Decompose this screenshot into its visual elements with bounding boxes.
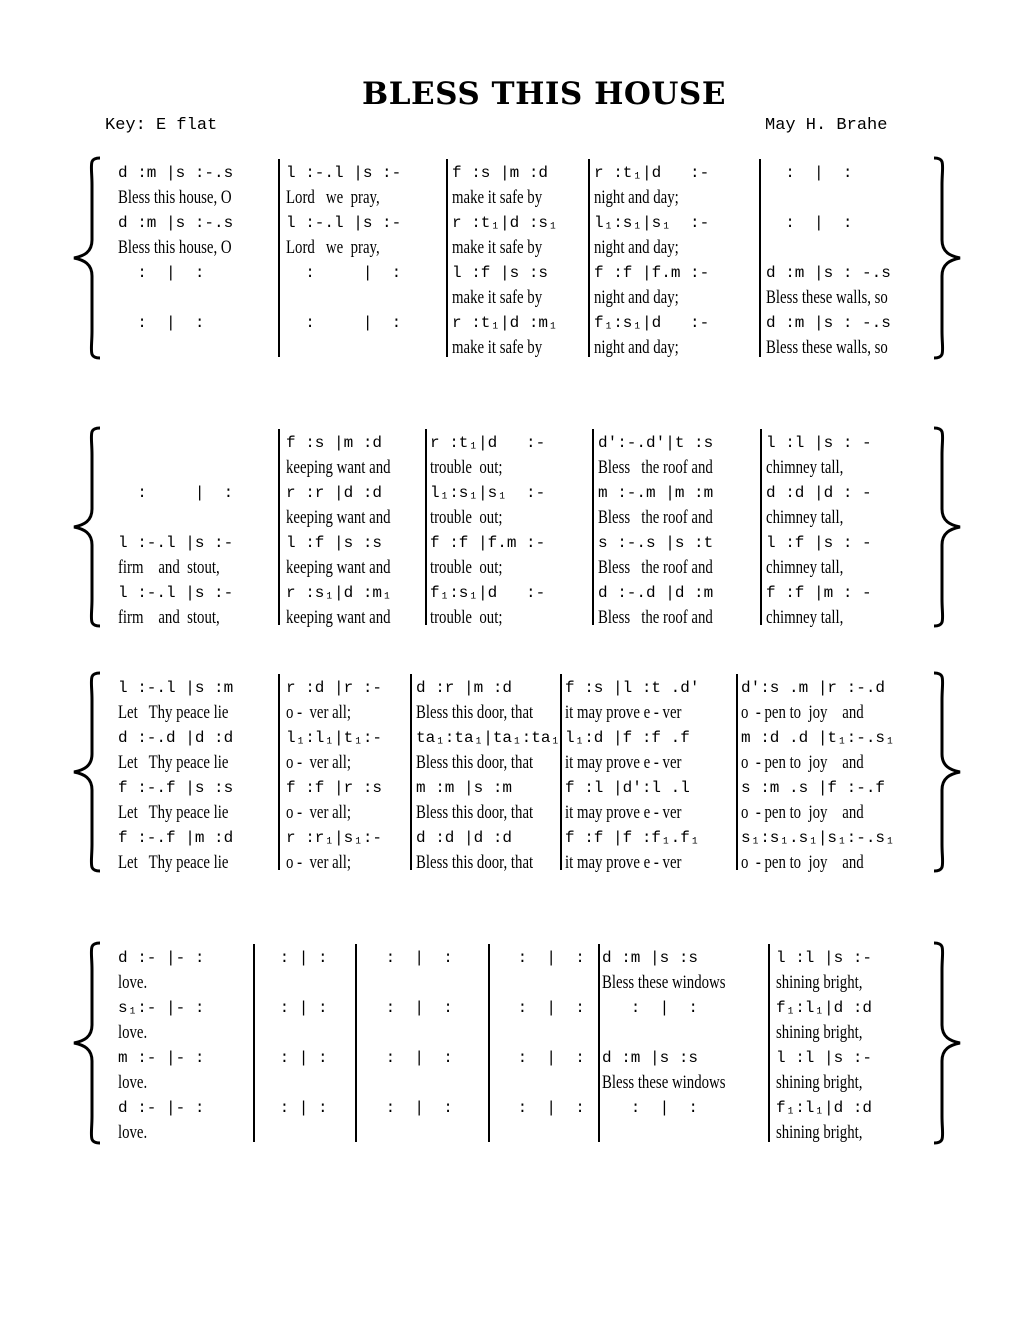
bar-line <box>488 944 490 1142</box>
solfa-cell: d :-.d |d :m <box>598 584 714 602</box>
solfa-cell: l :f |s :s <box>286 534 383 552</box>
solfa-cell: l :-.l |s :- <box>118 584 234 602</box>
solfa-cell: d':-.d'|t :s <box>598 434 714 452</box>
lyric-cell: Let Thy peace lie <box>118 702 229 723</box>
solfa-cell: d :- |- : <box>118 949 205 967</box>
lyric-cell: shining bright, <box>776 1122 863 1143</box>
solfa-cell: r :t₁|d :- <box>594 164 710 182</box>
solfa-cell: s :-.s |s :t <box>598 534 714 552</box>
solfa-cell: : | : <box>602 999 699 1017</box>
solfa-cell: f₁:s₁|d :- <box>430 584 546 602</box>
lyric-cell: love. <box>118 1072 148 1093</box>
lyric-cell: keeping want and <box>286 457 391 478</box>
lyric-cell: night and day; <box>594 187 679 208</box>
bar-line <box>768 944 770 1142</box>
lyric-cell: trouble out; <box>430 607 503 628</box>
solfa-cell: f :f |r :s <box>286 779 383 797</box>
lyric-cell: make it safe by <box>452 287 543 308</box>
solfa-cell: : | : <box>508 1049 585 1067</box>
bar-line <box>278 674 280 870</box>
lyric-cell: o - pen to joy and <box>741 802 864 823</box>
lyric-cell: o - ver all; <box>286 752 352 773</box>
score-system <box>72 670 962 874</box>
lyric-cell: Bless this door, that <box>416 852 534 873</box>
solfa-cell: : | : <box>270 999 328 1017</box>
solfa-cell: d :d |d : - <box>766 484 872 502</box>
solfa-cell: d :m |s :-.s <box>118 214 234 232</box>
solfa-cell: l :-.l |s :- <box>118 534 234 552</box>
solfa-cell: f :-.f |s :s <box>118 779 234 797</box>
lyric-cell: firm and stout, <box>118 607 220 628</box>
solfa-cell: : | : <box>118 484 234 502</box>
solfa-cell: f :s |m :d <box>286 434 383 452</box>
solfa-cell: d :d |d :d <box>416 829 513 847</box>
right-brace-icon <box>932 940 962 1151</box>
solfa-cell: : | : <box>118 264 205 282</box>
lyric-cell: Bless this house, O <box>118 187 232 208</box>
solfa-cell: d :m |s :-.s <box>118 164 234 182</box>
lyric-cell: chimney tall, <box>766 607 844 628</box>
lyric-cell: Lord we pray, <box>286 187 380 208</box>
lyric-cell: trouble out; <box>430 507 503 528</box>
key-signature: Key: E flat <box>105 116 218 135</box>
lyric-cell: make it safe by <box>452 237 543 258</box>
bar-line <box>560 674 562 870</box>
solfa-cell: m :- |- : <box>118 1049 205 1067</box>
lyric-cell: Bless this door, that <box>416 752 534 773</box>
solfa-cell: r :t₁|d :m₁ <box>452 314 558 332</box>
solfa-cell: l :l |s : - <box>766 434 872 452</box>
right-brace-icon <box>932 155 962 366</box>
lyric-cell: keeping want and <box>286 507 391 528</box>
song-title: BLESS THIS HOUSE <box>362 76 726 112</box>
solfa-cell: : | : <box>508 949 585 967</box>
solfa-cell: r :s₁|d :m₁ <box>286 584 392 602</box>
solfa-cell: m :m |s :m <box>416 779 513 797</box>
lyric-cell: shining bright, <box>776 972 863 993</box>
lyric-cell: o - ver all; <box>286 702 352 723</box>
lyric-cell: it may prove e - ver <box>565 802 682 823</box>
solfa-cell: r :t₁|d :s₁ <box>452 214 558 232</box>
lyric-cell: Bless the roof and <box>598 507 713 528</box>
solfa-cell: l :f |s : - <box>766 534 872 552</box>
left-brace-icon <box>72 425 102 634</box>
lyric-cell: make it safe by <box>452 187 543 208</box>
solfa-cell: r :t₁|d :- <box>430 434 546 452</box>
solfa-cell: m :d .d |t₁:-.s₁ <box>741 729 895 747</box>
lyric-cell: Bless these windows <box>602 972 726 993</box>
solfa-cell: m :-.m |m :m <box>598 484 714 502</box>
solfa-cell: r :r |d :d <box>286 484 383 502</box>
bar-line <box>759 159 761 357</box>
solfa-cell: : | : <box>766 214 853 232</box>
solfa-cell: f₁:l₁|d :d <box>776 999 873 1017</box>
lyric-cell: Bless the roof and <box>598 457 713 478</box>
lyric-cell: o - ver all; <box>286 802 352 823</box>
solfa-cell: l₁:s₁|s₁ :- <box>430 484 546 502</box>
lyric-cell: love. <box>118 972 148 993</box>
solfa-cell: : | : <box>602 1099 699 1117</box>
solfa-cell: f :-.f |m :d <box>118 829 234 847</box>
solfa-cell: : | : <box>766 164 853 182</box>
solfa-cell: l₁:l₁|t₁:- <box>286 729 383 747</box>
bar-line <box>253 944 255 1142</box>
bar-line <box>588 159 590 357</box>
lyric-cell: Bless this house, O <box>118 237 232 258</box>
right-brace-icon <box>932 425 962 634</box>
lyric-cell: night and day; <box>594 287 679 308</box>
solfa-cell: f :l |d':l .l <box>565 779 690 797</box>
solfa-cell: l₁:d |f :f .f <box>565 729 690 747</box>
lyric-cell: Bless these windows <box>602 1072 726 1093</box>
solfa-cell: : | : <box>270 949 328 967</box>
solfa-cell: d :m |s : -.s <box>766 314 891 332</box>
lyric-cell: o - pen to joy and <box>741 752 864 773</box>
lyric-cell: night and day; <box>594 237 679 258</box>
solfa-cell: l₁:s₁|s₁ :- <box>594 214 710 232</box>
solfa-cell: d :m |s : -.s <box>766 264 891 282</box>
solfa-cell: l :-.l |s :- <box>286 214 402 232</box>
solfa-cell: f :f |f.m :- <box>430 534 546 552</box>
solfa-cell: d :r |m :d <box>416 679 513 697</box>
solfa-cell: : | : <box>376 949 453 967</box>
solfa-cell: : | : <box>376 1099 453 1117</box>
bar-line <box>278 159 280 357</box>
solfa-cell: : | : <box>508 1099 585 1117</box>
lyric-cell: Let Thy peace lie <box>118 852 229 873</box>
solfa-cell: l :-.l |s :m <box>118 679 234 697</box>
bar-line <box>592 429 594 625</box>
lyric-cell: love. <box>118 1122 148 1143</box>
bar-line <box>355 944 357 1142</box>
lyric-cell: it may prove e - ver <box>565 702 682 723</box>
solfa-cell: l :-.l |s :- <box>286 164 402 182</box>
solfa-cell: f :f |f :f₁.f₁ <box>565 829 700 847</box>
lyric-cell: chimney tall, <box>766 457 844 478</box>
solfa-cell: l :l |s :- <box>776 949 873 967</box>
solfa-cell: : | : <box>376 999 453 1017</box>
solfa-cell: f :f |m : - <box>766 584 872 602</box>
solfa-cell: d :- |- : <box>118 1099 205 1117</box>
lyric-cell: o - ver all; <box>286 852 352 873</box>
solfa-cell: l :l |s :- <box>776 1049 873 1067</box>
solfa-cell: d':s .m |r :-.d <box>741 679 886 697</box>
solfa-cell: : | : <box>286 264 402 282</box>
lyric-cell: Bless this door, that <box>416 802 534 823</box>
right-brace-icon <box>932 670 962 879</box>
lyric-cell: chimney tall, <box>766 557 844 578</box>
lyric-cell: keeping want and <box>286 557 391 578</box>
lyric-cell: Let Thy peace lie <box>118 802 229 823</box>
solfa-cell: : | : <box>270 1099 328 1117</box>
solfa-cell: f₁:l₁|d :d <box>776 1099 873 1117</box>
bar-line <box>278 429 280 625</box>
left-brace-icon <box>72 940 102 1151</box>
lyric-cell: trouble out; <box>430 557 503 578</box>
bar-line <box>760 429 762 625</box>
solfa-cell: : | : <box>508 999 585 1017</box>
solfa-cell: f :s |l :t .d' <box>565 679 700 697</box>
solfa-cell: f :s |m :d <box>452 164 549 182</box>
solfa-cell: : | : <box>270 1049 328 1067</box>
left-brace-icon <box>72 670 102 879</box>
solfa-cell: s :m .s |f :-.f <box>741 779 886 797</box>
lyric-cell: love. <box>118 1022 148 1043</box>
bar-line <box>446 159 448 357</box>
lyric-cell: keeping want and <box>286 607 391 628</box>
lyric-cell: shining bright, <box>776 1022 863 1043</box>
lyric-cell: Bless the roof and <box>598 557 713 578</box>
score-system <box>72 940 962 1146</box>
solfa-cell: f₁:s₁|d :- <box>594 314 710 332</box>
solfa-cell: s₁:s₁.s₁|s₁:-.s₁ <box>741 829 895 847</box>
lyric-cell: shining bright, <box>776 1072 863 1093</box>
solfa-cell: : | : <box>286 314 402 332</box>
lyric-cell: o - pen to joy and <box>741 702 864 723</box>
lyric-cell: Bless these walls, so <box>766 337 888 358</box>
bar-line <box>410 674 412 870</box>
solfa-cell: s₁:- |- : <box>118 999 205 1017</box>
score-system <box>72 155 962 361</box>
solfa-cell: : | : <box>376 1049 453 1067</box>
score-system <box>72 425 962 629</box>
solfa-cell: ta₁:ta₁|ta₁:ta₁ <box>416 729 561 747</box>
lyric-cell: make it safe by <box>452 337 543 358</box>
lyric-cell: it may prove e - ver <box>565 752 682 773</box>
solfa-cell: d :-.d |d :d <box>118 729 234 747</box>
solfa-cell: l :f |s :s <box>452 264 549 282</box>
lyric-cell: Let Thy peace lie <box>118 752 229 773</box>
solfa-cell: : | : <box>118 314 205 332</box>
composer-name: May H. Brahe <box>765 116 888 135</box>
lyric-cell: Lord we pray, <box>286 237 380 258</box>
lyric-cell: Bless these walls, so <box>766 287 888 308</box>
lyric-cell: it may prove e - ver <box>565 852 682 873</box>
lyric-cell: night and day; <box>594 337 679 358</box>
bar-line <box>598 944 600 1142</box>
lyric-cell: Bless this door, that <box>416 702 534 723</box>
lyric-cell: o - pen to joy and <box>741 852 864 873</box>
lyric-cell: firm and stout, <box>118 557 220 578</box>
solfa-cell: r :r₁|s₁:- <box>286 829 383 847</box>
solfa-cell: d :m |s :s <box>602 949 699 967</box>
bar-line <box>425 429 427 625</box>
lyric-cell: trouble out; <box>430 457 503 478</box>
solfa-cell: f :f |f.m :- <box>594 264 710 282</box>
lyric-cell: Bless the roof and <box>598 607 713 628</box>
solfa-cell: r :d |r :- <box>286 679 383 697</box>
bar-line <box>736 674 738 870</box>
lyric-cell: chimney tall, <box>766 507 844 528</box>
solfa-cell: d :m |s :s <box>602 1049 699 1067</box>
left-brace-icon <box>72 155 102 366</box>
